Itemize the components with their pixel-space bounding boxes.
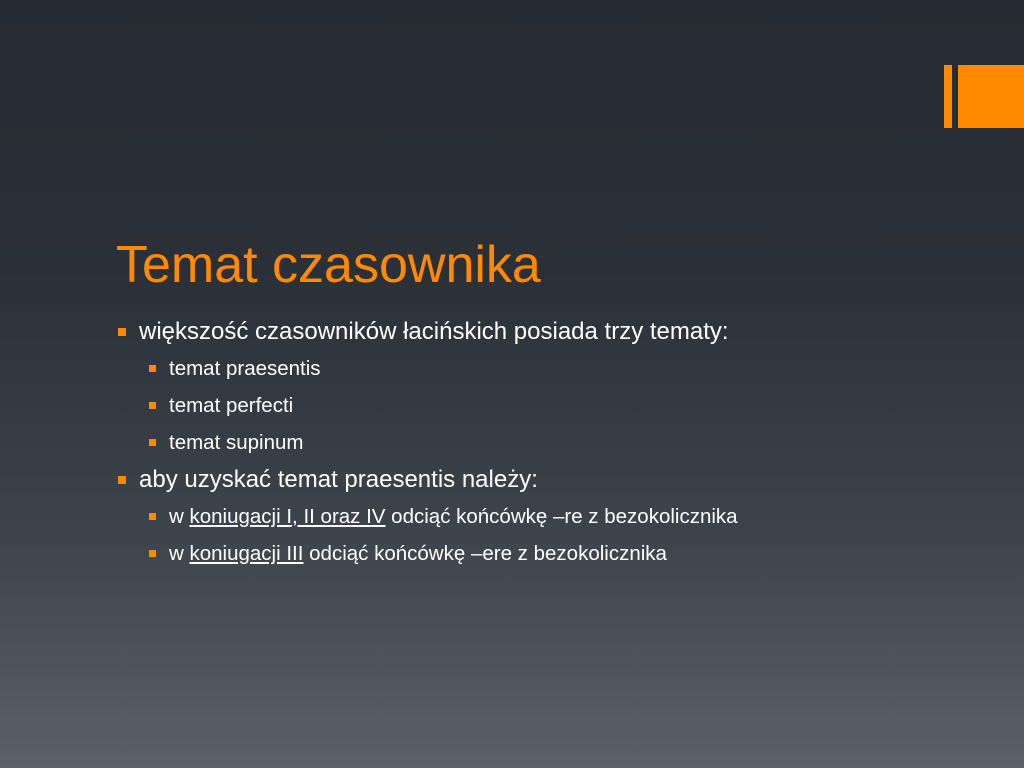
sub-bullet-text: temat supinum: [169, 431, 304, 454]
bullet-text: większość czasowników łacińskich posiada trzy tematy:: [139, 318, 729, 345]
slide-title: Temat czasownika: [116, 236, 541, 294]
bullet-item: [118, 314, 998, 350]
sub-bullet-suffix: odciąć końcówkę –re z bezokolicznika: [385, 505, 738, 528]
bullet-item: [118, 462, 998, 498]
square-bullet-icon: [118, 328, 126, 336]
bullet-list: [118, 314, 998, 572]
sub-bullet-text: temat perfecti: [169, 394, 294, 417]
accent-bar-thin: [944, 65, 952, 128]
sub-bullet-item: [149, 350, 998, 387]
square-bullet-icon: [118, 476, 126, 484]
sub-bullet-item: [149, 424, 998, 461]
sub-bullet-item: [149, 498, 998, 535]
square-bullet-icon: [149, 550, 156, 557]
accent-bar-thick: [958, 65, 1024, 128]
koniugacji-link[interactable]: koniugacji I, II oraz IV: [189, 505, 386, 528]
square-bullet-icon: [149, 402, 156, 409]
square-bullet-icon: [149, 365, 156, 372]
sub-bullet-text: temat praesentis: [169, 357, 321, 380]
sub-bullet-item: [149, 387, 998, 424]
bullet-text: aby uzyskać temat praesentis należy:: [139, 466, 538, 493]
koniugacji-link[interactable]: koniugacji III: [189, 542, 304, 565]
sub-bullet-item: [149, 535, 998, 572]
sub-bullet-prefix: w: [169, 505, 190, 528]
square-bullet-icon: [149, 439, 156, 446]
square-bullet-icon: [149, 513, 156, 520]
sub-bullet-suffix: odciąć końcówkę –ere z bezokolicznika: [303, 542, 667, 565]
sub-bullet-prefix: w: [169, 542, 190, 565]
